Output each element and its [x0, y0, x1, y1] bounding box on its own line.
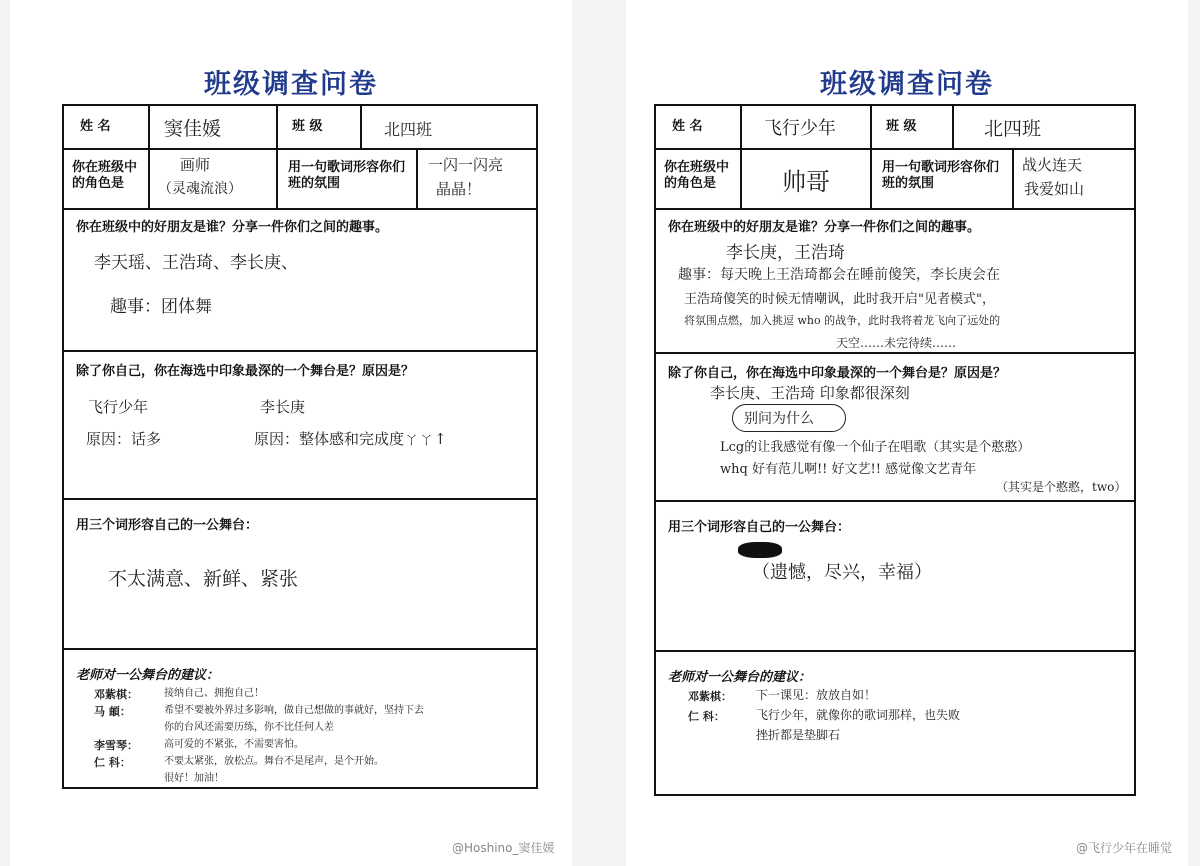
words-answer: 不太满意、新鲜、紧张 — [108, 568, 299, 590]
friends-section — [64, 208, 536, 352]
role-song-row — [656, 148, 1134, 210]
questionnaire-form — [654, 104, 1136, 796]
teacher-name: 仁 科： — [94, 756, 131, 769]
teacher-question: 老师对一公舞台的建议： — [76, 668, 220, 683]
words-answer: （遗憾，尽兴，幸福） — [752, 562, 932, 583]
stage-choice-a: 飞行少年 — [88, 398, 149, 416]
role-value-line1: 画师 — [180, 156, 211, 174]
questionnaire-form — [62, 104, 538, 789]
song-value-line1: 战火连天 — [1022, 156, 1083, 174]
stage-note: 别问为什么 — [744, 411, 814, 427]
scribble-mark — [738, 542, 782, 558]
friends-answer: 李长庚，王浩琦 — [726, 243, 845, 263]
teacher-comment: 接纳自己、拥抱自己！ — [164, 688, 264, 699]
name-label: 姓 名 — [80, 119, 111, 134]
song-label: 用一句歌词形容你们班的氛围 — [882, 160, 1000, 191]
song-label: 用一句歌词形容你们班的氛围 — [288, 160, 406, 191]
friends-answer: 李天瑶、王浩琦、李长庚、 — [94, 253, 298, 273]
teacher-comment: 下一课见：放放自如！ — [756, 688, 877, 702]
name-label: 姓 名 — [672, 119, 703, 134]
role-song-row — [64, 148, 536, 210]
fun-answer: 趣事：团体舞 — [110, 297, 212, 317]
words-section — [656, 502, 1134, 652]
fun-line-4: 天空……未完待续…… — [836, 336, 957, 350]
teacher-section — [656, 652, 1134, 798]
stage-line-1: Lcg的让我感觉有像一个仙子在唱歌（其实是个憨憨） — [720, 440, 1031, 455]
stage-reason-b: 原因：整体感和完成度ㄚㄚ↑ — [254, 430, 447, 448]
fun-line-3: 将氛围点燃，加入挑逗 who 的战争，此时我将着龙飞向了远处的 — [684, 314, 1001, 327]
questionnaire-title: 班级调查问卷 — [204, 69, 378, 100]
class-value: 北四班 — [984, 118, 1042, 140]
stage-section — [656, 354, 1134, 502]
teacher-name: 仁 科： — [688, 710, 725, 723]
teacher-comment: 不要太紧张，放松点。舞台不是尾声，是个开始。 — [164, 756, 384, 767]
student-name: 飞行少年 — [764, 118, 836, 139]
stage-question: 除了你自己，你在海选中印象最深的一个舞台是？原因是？ — [668, 366, 1007, 381]
friends-question: 你在班级中的好朋友是谁？分享一件你们之间的趣事。 — [668, 220, 981, 235]
song-value-line1: 一闪一闪亮 — [428, 156, 504, 174]
teacher-comment: 挫折都是垫脚石 — [756, 728, 841, 742]
stage-choice-b: 李长庚 — [260, 398, 306, 416]
stage-section — [64, 352, 536, 500]
song-value-line2: 我爱如山 — [1024, 180, 1085, 198]
teacher-comment: 很好！加油！ — [164, 773, 224, 784]
teacher-name: 李雪琴： — [94, 739, 138, 752]
watermark: @Hoshino_窦佳媛 — [452, 841, 555, 855]
class-label: 班 级 — [292, 119, 323, 134]
questionnaire-title: 班级调查问卷 — [820, 69, 994, 100]
teacher-comment: 高可爱的不紧张，不需要害怕。 — [164, 739, 304, 750]
friends-section — [656, 208, 1134, 354]
friends-question: 你在班级中的好朋友是谁？分享一件你们之间的趣事。 — [76, 220, 389, 235]
role-value: 帅哥 — [782, 168, 830, 196]
fun-line-1: 趣事：每天晚上王浩琦都会在睡前傻笑，李长庚会在 — [678, 267, 1000, 283]
role-label: 你在班级中的角色是 — [72, 160, 138, 191]
teacher-name: 马 頔： — [94, 705, 131, 718]
student-name: 窦佳媛 — [164, 118, 222, 140]
teacher-comment: 你的台风还需要历练，你不比任何人差 — [164, 722, 334, 733]
stage-question: 除了你自己，你在海选中印象最深的一个舞台是？原因是？ — [76, 364, 415, 379]
teacher-comment: 飞行少年，就像你的歌词那样，也失败 — [756, 708, 961, 722]
right-questionnaire — [626, 0, 1188, 866]
left-questionnaire — [10, 0, 572, 866]
song-value-line2: 晶晶！ — [436, 180, 482, 198]
teacher-name: 邓紫棋： — [94, 688, 138, 701]
name-class-row — [656, 106, 1134, 150]
teacher-question: 老师对一公舞台的建议： — [668, 670, 812, 685]
watermark: @飞行少年在睡觉 — [1076, 841, 1173, 855]
teacher-comment: 希望不要被外界过多影响，做自己想做的事就好，坚持下去 — [164, 705, 424, 716]
words-question: 用三个词形容自己的一公舞台： — [76, 518, 259, 533]
words-section — [64, 500, 536, 650]
teacher-section — [64, 650, 536, 791]
stage-reason-a: 原因：话多 — [86, 430, 162, 448]
name-class-row — [64, 106, 536, 150]
role-value-line2: （灵魂流浪） — [158, 181, 242, 197]
stage-line-2: whq 好有范儿啊!! 好文艺!! 感觉像文艺青年 — [720, 462, 977, 477]
class-label: 班 级 — [886, 119, 917, 134]
teacher-name: 邓紫棋： — [688, 690, 732, 703]
stage-line-3: （其实是个憨憨，two） — [996, 480, 1127, 494]
words-question: 用三个词形容自己的一公舞台： — [668, 520, 851, 535]
fun-line-2: 王浩琦傻笑的时候无情嘲讽，此时我开启"见者模式"， — [684, 292, 995, 307]
stage-answer-a: 李长庚、王浩琦 印象都很深刻 — [710, 384, 910, 402]
class-value: 北四班 — [384, 120, 433, 139]
role-label: 你在班级中的角色是 — [664, 160, 730, 191]
